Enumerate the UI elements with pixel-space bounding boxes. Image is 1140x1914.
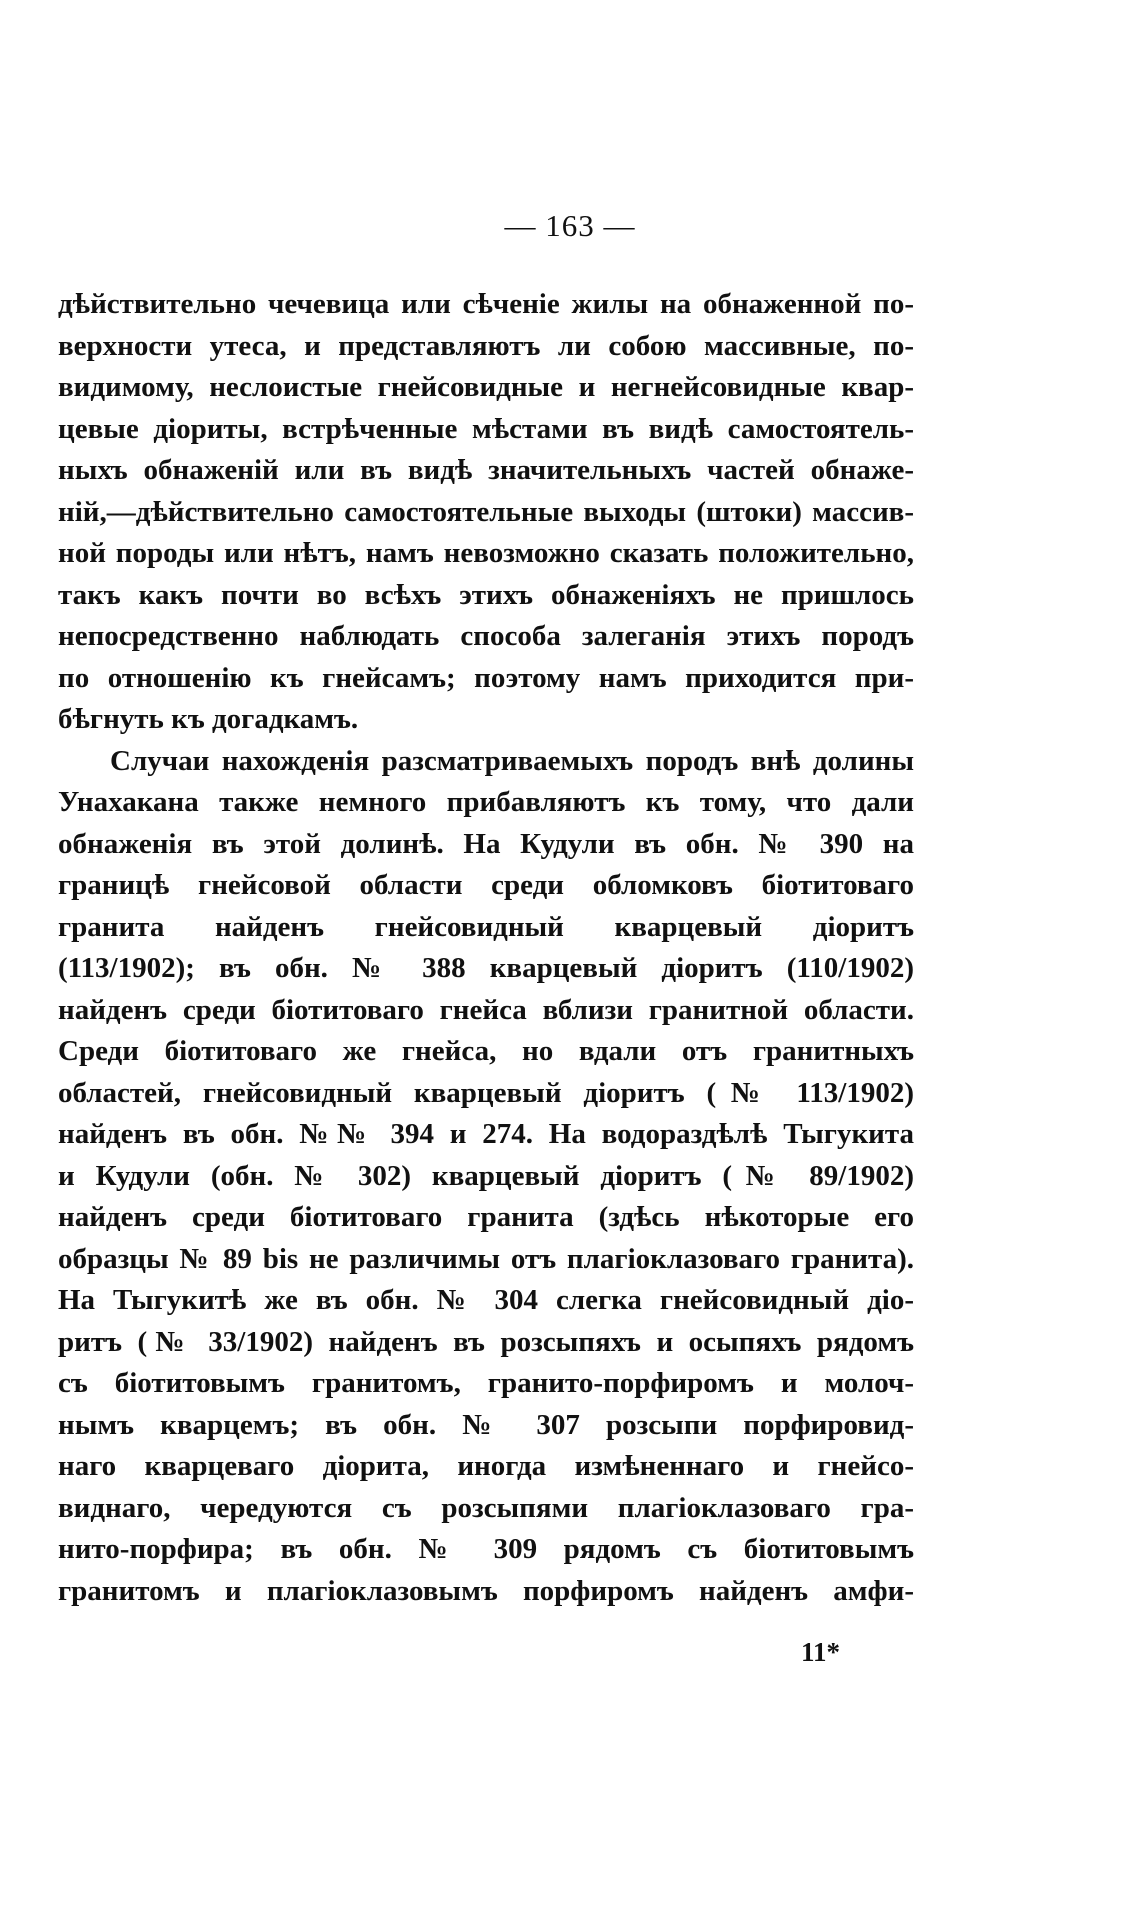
- text-line: гранитомъ и плагіоклазовымъ порфиромъ найденъ амфи-: [58, 1574, 914, 1607]
- text-line: Среди біотитоваго же гнейса, но вдали отъ гранитныхъ: [58, 1035, 914, 1067]
- text-line: найденъ среди біотитоваго гранита (здѣсь нѣкоторые его: [58, 1201, 914, 1233]
- text-line: по отношенію къ гнейсамъ; поэтому намъ приходится при-: [58, 661, 914, 694]
- text-line: обнаженія въ этой долинѣ. На Кудули въ обн. № 390 на: [58, 827, 914, 860]
- signature-mark: 11*: [801, 1637, 841, 1667]
- text-line: границѣ гнейсовой области среди обломковъ біотитоваго: [58, 869, 914, 901]
- text-line: Унахакана также немного прибавляютъ къ тому, что дали: [58, 786, 914, 818]
- text-line: ритъ (№ 33/1902) найденъ въ розсыпяхъ и осыпяхъ рядомъ: [58, 1325, 914, 1358]
- text-line: виднаго, чередуются съ розсыпями плагіоклазоваго гра-: [58, 1491, 914, 1524]
- text-line: найденъ среди біотитоваго гнейса вблизи гранитной области.: [58, 993, 914, 1026]
- text-line: ній,—дѣйствительно самостоятельные выходы (штоки) массив-: [58, 495, 914, 528]
- text-line: верхности утеса, и представляютъ ли собою массивные, по-: [58, 329, 914, 362]
- text-line: областей, гнейсовидный кварцевый діоритъ (№ 113/1902): [58, 1076, 914, 1109]
- text-line: ныхъ обнаженій или въ видѣ значительныхъ частей обнаже-: [58, 454, 914, 486]
- paragraph-2: [58, 741, 914, 1613]
- text-line: Случаи нахожденія разсматриваемыхъ породъ внѣ долины: [110, 744, 914, 777]
- text-line: такъ какъ почти во всѣхъ этихъ обнаженіяхъ не пришлось: [58, 578, 914, 611]
- text-line: На Тыгукитѣ же въ обн. № 304 слегка гнейсовидный діо-: [58, 1284, 914, 1316]
- text-line: гранита найденъ гнейсовидный кварцевый діоритъ: [58, 910, 914, 943]
- text-line: (113/1902); въ обн. № 388 кварцевый діоритъ (110/1902): [58, 952, 914, 984]
- text-line: съ біотитовымъ гранитомъ, гранито-порфиромъ и молоч-: [58, 1367, 914, 1399]
- text-line: найденъ въ обн. №№ 394 и 274. На водораздѣлѣ Тыгукита: [58, 1118, 914, 1150]
- text-line: ной породы или нѣтъ, намъ невозможно сказать положительно,: [58, 537, 914, 569]
- paragraph-1: [58, 284, 914, 741]
- text-line: нито-порфира; въ обн. № 309 рядомъ съ біотитовымъ: [58, 1533, 914, 1565]
- text-line: наго кварцеваго діорита, иногда измѣненнаго и гнейсо-: [58, 1450, 914, 1482]
- text-line: видимому, неслоистые гнейсовидные и негнейсовидные квар-: [58, 371, 914, 403]
- text-line: нымъ кварцемъ; въ обн. № 307 розсыпи порфировид-: [58, 1408, 914, 1441]
- text-line: образцы № 89 bis не различимы отъ плагіоклазоваго гранита).: [58, 1242, 914, 1275]
- text-line: бѣгнуть къ догадкамъ.: [58, 703, 359, 735]
- text-line: цевые діориты, встрѣченные мѣстами въ видѣ самостоятель-: [58, 412, 914, 445]
- text-line: и Кудули (обн. № 302) кварцевый діоритъ (№ 89/1902): [58, 1159, 914, 1192]
- page-number: — 163 —: [504, 208, 636, 243]
- text-line: дѣйствительно чечевица или сѣченіе жилы на обнаженной по-: [58, 288, 914, 320]
- text-line: непосредственно наблюдать способа залеганія этихъ породъ: [58, 620, 914, 652]
- page-body: [58, 284, 914, 1612]
